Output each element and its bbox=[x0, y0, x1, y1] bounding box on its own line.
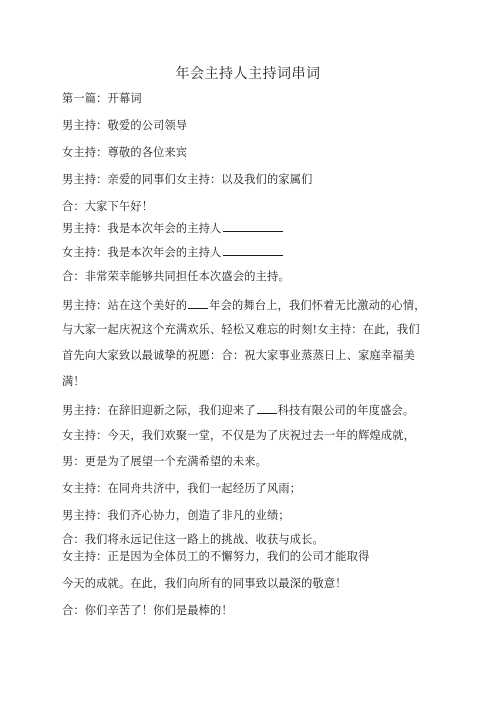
text-line bbox=[62, 244, 456, 260]
text-line: 首先向大家致以最诚挚的祝愿：合：祝大家事业蒸蒸日上、家庭幸福美 bbox=[62, 349, 416, 362]
text-line: 女主持：在同舟共济中，我们一起经历了风雨； bbox=[62, 482, 302, 495]
text-line: 女主持：正是因为全体员工的不懈努力，我们的公司才能取得 bbox=[62, 550, 370, 563]
line-text: 科技有限公司的年度盛会。 bbox=[277, 404, 415, 417]
text-line bbox=[62, 402, 456, 418]
text-line: 男主持：我们齐心协力，创造了非凡的业绩； bbox=[62, 509, 290, 522]
text-line: 合：你们辛苦了！你们是最棒的！ bbox=[62, 604, 233, 617]
fill-in-blank bbox=[223, 220, 283, 232]
line-text: 男主持：站在这个美好的 bbox=[62, 299, 188, 312]
text-line: 合：我们将永远记住这一路上的挑战、收获与成长。 bbox=[62, 533, 324, 546]
text-line bbox=[62, 220, 456, 236]
line-text: 女主持：我是本次年会的主持人 bbox=[62, 246, 222, 259]
text-line: 女主持：尊敬的各位来宾 bbox=[62, 146, 188, 159]
text-line bbox=[62, 297, 456, 313]
text-line: 男主持：敬爱的公司领导 bbox=[62, 119, 188, 132]
line-text: 年会的舞台上，我们怀着无比激动的心情， bbox=[209, 299, 426, 312]
fill-in-blank bbox=[188, 297, 208, 309]
text-line: 满！ bbox=[62, 375, 85, 388]
text-line: 第一篇：开幕词 bbox=[62, 92, 142, 105]
text-line: 合：非常荣幸能够共同担任本次盛会的主持。 bbox=[62, 270, 290, 283]
fill-in-blank bbox=[257, 402, 277, 414]
text-line: 今天的成就。在此，我们向所有的同事致以最深的敬意！ bbox=[62, 577, 347, 590]
text-line: 女主持：今天，我们欢聚一堂，不仅是为了庆祝过去一年的辉煌成就， bbox=[62, 429, 416, 442]
text-line: 男主持：亲爱的同事们女主持：以及我们的家属们 bbox=[62, 173, 313, 186]
text-line: 与大家一起庆祝这个充满欢乐、轻松又难忘的时刻!女主持：在此，我们 bbox=[62, 323, 420, 336]
fill-in-blank bbox=[223, 244, 283, 256]
text-line: 合：大家下午好！ bbox=[62, 200, 154, 213]
line-text: 男主持：我是本次年会的主持人 bbox=[62, 222, 222, 235]
text-line: 男：更是为了展望一个充满希望的未来。 bbox=[62, 455, 267, 468]
line-text: 男主持：在辞旧迎新之际，我们迎来了 bbox=[62, 404, 256, 417]
document-title: 年会主持人主持词串词 bbox=[175, 66, 321, 82]
